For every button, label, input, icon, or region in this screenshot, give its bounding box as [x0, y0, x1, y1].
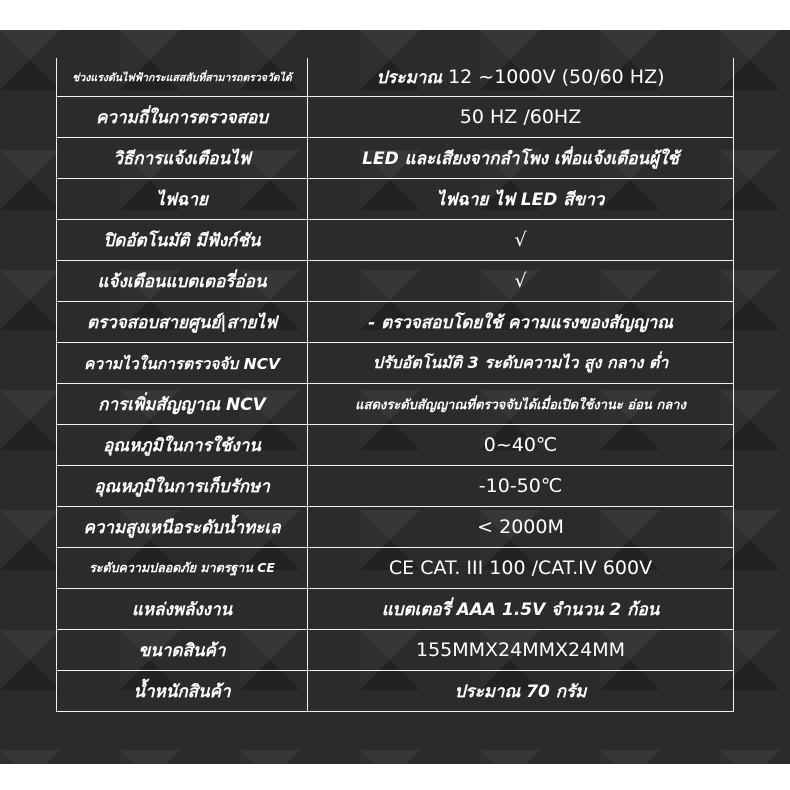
table-row	[57, 261, 734, 302]
row-value: แบตเตอรี่ AAA 1.5V จำนวน 2 ก้อน	[308, 589, 734, 630]
value-prefix: ประมาณ	[376, 67, 443, 88]
row-value: 50 HZ /60HZ	[308, 97, 734, 138]
row-value: - ตรวจสอบโดยใช้ ความแรงของสัญญาณ	[308, 302, 734, 343]
spec-panel	[0, 30, 790, 764]
row-label: ความสูงเหนือระดับน้ำทะเล	[57, 507, 308, 548]
table-row	[57, 343, 734, 384]
table-row	[57, 97, 734, 138]
row-value: 155MMX24MMX24MM	[308, 630, 734, 671]
spec-table	[56, 58, 734, 712]
table-row	[57, 138, 734, 179]
row-label: น้ำหนักสินค้า	[57, 671, 308, 712]
row-label: การเพิ่มสัญญาณ NCV	[57, 384, 308, 425]
table-row	[57, 58, 734, 97]
table-row	[57, 630, 734, 671]
row-label: ตรวจสอบสายศูนย์|สายไฟ	[57, 302, 308, 343]
row-value: < 2000M	[308, 507, 734, 548]
row-value: -10-50℃	[308, 466, 734, 507]
row-label: ไฟฉาย	[57, 179, 308, 220]
row-value: 0~40℃	[308, 425, 734, 466]
row-label: วิธีการแจ้งเตือนไฟ	[57, 138, 308, 179]
table-row	[57, 671, 734, 712]
table-row	[57, 466, 734, 507]
row-value: ไฟฉาย ไฟ LED สีขาว	[308, 179, 734, 220]
table-row	[57, 179, 734, 220]
row-label: อุณหภูมิในการใช้งาน	[57, 425, 308, 466]
row-value: ปรับอัตโนมัติ 3 ระดับความไว สูง กลาง ต่ำ	[308, 343, 734, 384]
row-label: ปิดอัตโนมัติ มีฟังก์ชัน	[57, 220, 308, 261]
value-text: 12 ~1000V (50/60 HZ)	[448, 65, 665, 88]
row-value: แสดงระดับสัญญาณที่ตรวจจับได้เมื่อเปิดใช้งานะ อ่อน กลาง	[308, 384, 734, 425]
row-label: ระดับความปลอดภัย มาตรฐาน CE	[57, 548, 308, 589]
row-value: LED และเสียงจากลำโพง เพื่อแจ้งเตือนผู้ใช้	[308, 138, 734, 179]
table-row	[57, 425, 734, 466]
table-row	[57, 548, 734, 589]
table-row	[57, 384, 734, 425]
table-row	[57, 589, 734, 630]
row-value: √	[308, 220, 734, 261]
row-label: ขนาดสินค้า	[57, 630, 308, 671]
table-row	[57, 220, 734, 261]
table-row	[57, 507, 734, 548]
row-label: ช่วงแรงดันไฟฟ้ากระแสสลับที่สามารถตรวจวัดได้	[57, 58, 308, 97]
row-value: CE CAT. III 100 /CAT.IV 600V	[308, 548, 734, 589]
row-value: √	[308, 261, 734, 302]
table-row	[57, 302, 734, 343]
row-label: อุณหภูมิในการเก็บรักษา	[57, 466, 308, 507]
row-value: ประมาณ 70 กรัม	[308, 671, 734, 712]
row-value	[308, 58, 734, 97]
row-label: ความไวในการตรวจจับ NCV	[57, 343, 308, 384]
row-label: ความถี่ในการตรวจสอบ	[57, 97, 308, 138]
row-label: แหล่งพลังงาน	[57, 589, 308, 630]
row-label: แจ้งเตือนแบตเตอรี่อ่อน	[57, 261, 308, 302]
